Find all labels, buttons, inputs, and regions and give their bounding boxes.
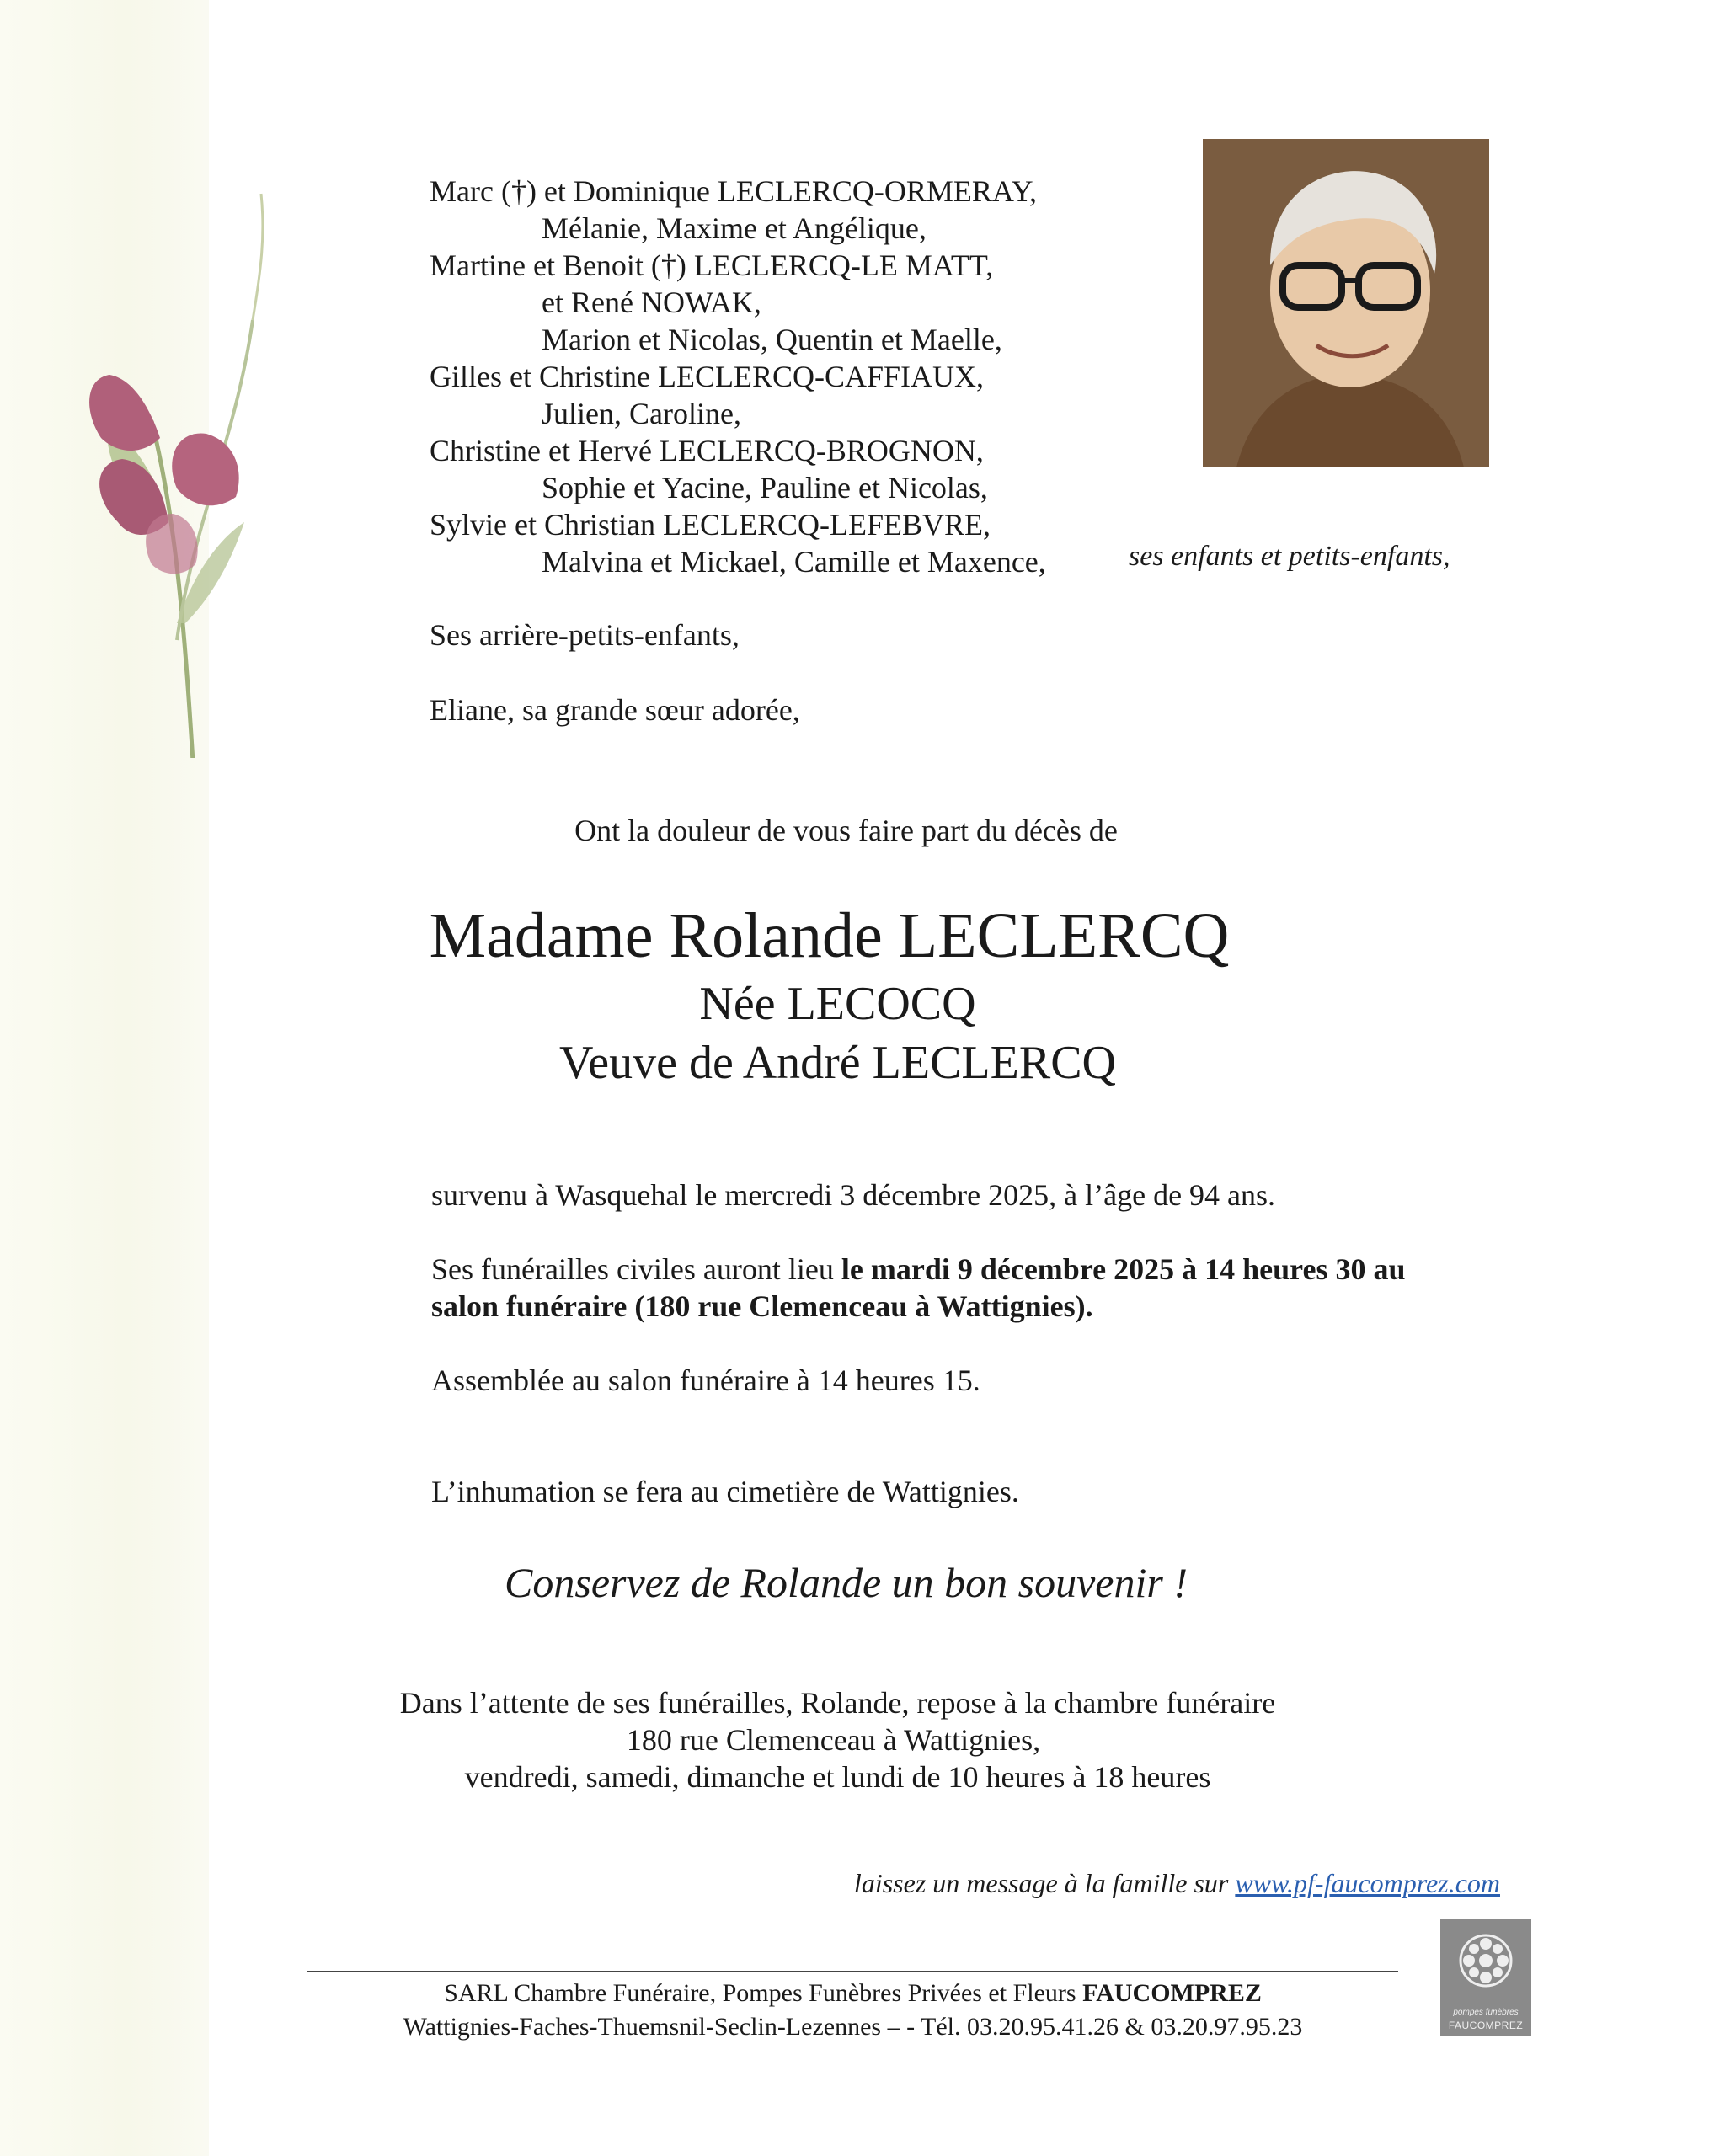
- family-line: Sylvie et Christian LECLERCQ-LEFEBVRE,: [430, 508, 991, 542]
- closing-quote: Conservez de Rolande un bon souvenir !: [505, 1559, 1188, 1606]
- flower-emblem-icon: [1440, 1919, 1531, 2003]
- calla-lily-illustration: [51, 168, 303, 758]
- logo-tagline: pompes funèbres: [1453, 2008, 1519, 2017]
- family-line: Malvina et Mickael, Camille et Maxence,: [542, 545, 1046, 579]
- portrait-photo-drawing: [1203, 139, 1489, 467]
- website-link[interactable]: www.pf-faucomprez.com: [1235, 1868, 1500, 1898]
- portrait-photo: [1203, 139, 1489, 467]
- deceased-name: Madame Rolande LECLERCQ: [429, 900, 1230, 971]
- maiden-name: Née LECOCQ: [699, 978, 976, 1030]
- family-line: et René NOWAK,: [542, 286, 761, 319]
- footer-divider: [307, 1971, 1398, 1972]
- repose-line: Dans l’attente de ses funérailles, Rolande, repose à la chambre funéraire: [399, 1686, 1276, 1720]
- assembly-details: Assemblée au salon funéraire à 14 heures 15.: [431, 1364, 980, 1397]
- family-line: Martine et Benoit (†) LECLERCQ-LE MATT,: [430, 248, 994, 282]
- funeral-prefix: Ses funérailles civiles auront lieu: [431, 1252, 841, 1286]
- family-line: Gilles et Christine LECLERCQ-CAFFIAUX,: [430, 360, 984, 393]
- family-line: Sophie et Yacine, Pauline et Nicolas,: [542, 471, 988, 504]
- logo-name: FAUCOMPREZ: [1448, 2020, 1524, 2031]
- family-line: Marc (†) et Dominique LECLERCQ-ORMERAY,: [430, 174, 1037, 208]
- footer-contact: Wattignies-Faches-Thuemsnil-Seclin-Lezennes – - Tél. 03.20.95.41.26 & 03.20.97.95.23: [403, 2013, 1303, 2041]
- great-grandchildren-line: Ses arrière-petits-enfants,: [430, 618, 740, 652]
- footer-company-prefix: SARL Chambre Funéraire, Pompes Funèbres Privées et Fleurs: [444, 1979, 1083, 2007]
- message-invite: [854, 1868, 1500, 1899]
- footer-company: [307, 1979, 1398, 2008]
- family-line: Christine et Hervé LECLERCQ-BROGNON,: [430, 434, 984, 467]
- burial-details: L’inhumation se fera au cimetière de Wattignies.: [431, 1475, 1019, 1508]
- family-line: Mélanie, Maxime et Angélique,: [542, 211, 927, 245]
- death-details: survenu à Wasquehal le mercredi 3 décembre 2025, à l’âge de 94 ans.: [431, 1178, 1276, 1212]
- children-label: ses enfants et petits-enfants,: [1129, 541, 1450, 572]
- funeral-details-line-1: [431, 1251, 1405, 1287]
- funeral-location: salon funéraire (180 rue Clemenceau à Wattignies).: [431, 1289, 1093, 1323]
- funeral-date-time: le mardi 9 décembre 2025 à 14 heures 30 au: [841, 1252, 1406, 1286]
- widow-of: Veuve de André LECLERCQ: [559, 1037, 1116, 1089]
- announcement-text: Ont la douleur de vous faire part du décès de: [574, 814, 1118, 847]
- message-prefix: laissez un message à la famille sur: [853, 1868, 1236, 1898]
- family-line: Marion et Nicolas, Quentin et Maelle,: [542, 323, 1002, 356]
- repose-line: vendredi, samedi, dimanche et lundi de 10 heures à 18 heures: [464, 1760, 1211, 1794]
- company-logo: [1440, 1919, 1531, 2036]
- sister-line: Eliane, sa grande sœur adorée,: [430, 693, 800, 727]
- repose-line: 180 rue Clemenceau à Wattignies,: [626, 1723, 1041, 1757]
- footer-company-name: FAUCOMPREZ: [1082, 1979, 1262, 2007]
- family-line: Julien, Caroline,: [542, 397, 741, 430]
